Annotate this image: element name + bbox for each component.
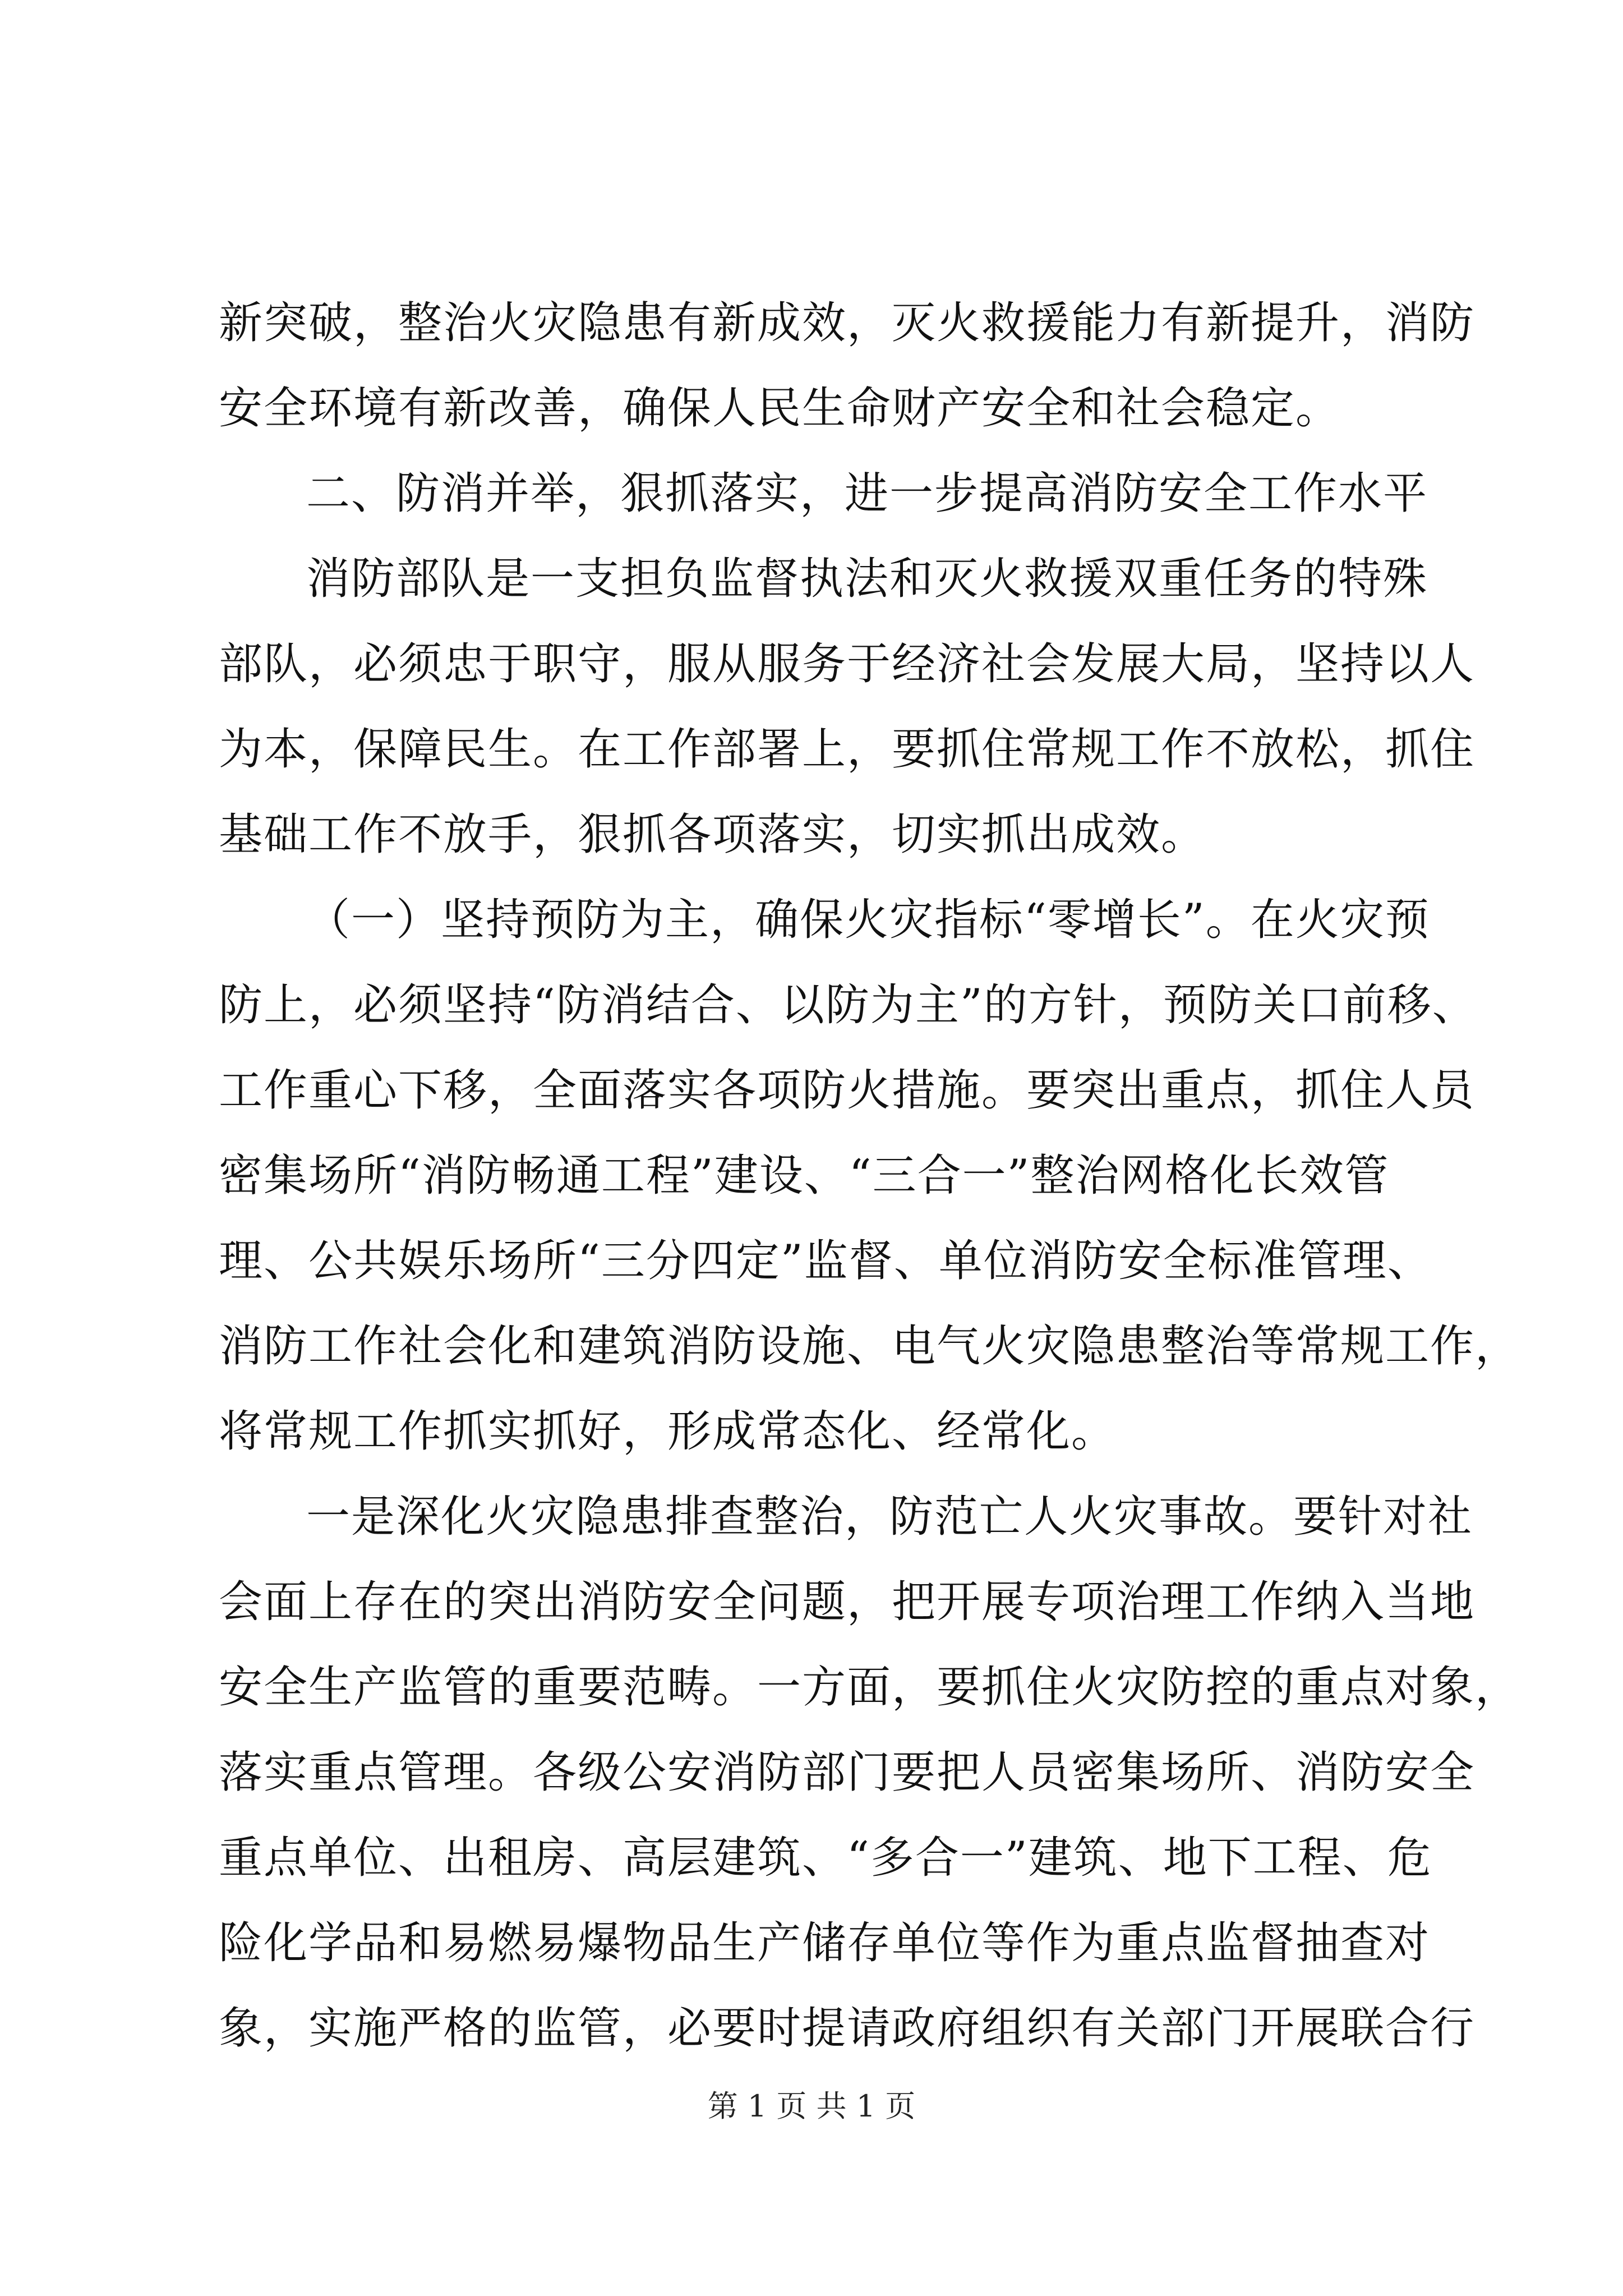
text-line: 将常规工作抓实抓好，形成常态化、经常化。 — [219, 1406, 1117, 1457]
text-line: 消防工作社会化和建筑消防设施、电气火灾隐患整治等常规工作， — [219, 1321, 1520, 1372]
text-line: 落实重点管理。各级公安消防部门要把人员密集场所、消防安全 — [219, 1747, 1476, 1798]
text-line: 部队，必须忠于职守，服从服务于经济社会发展大局，坚持以人 — [219, 639, 1476, 689]
text-line: 理、公共娱乐场所“三分四定”监督、单位消防安全标准管理、 — [219, 1236, 1432, 1286]
text-line: 安全生产监管的重要范畴。一方面，要抓住火灾防控的重点对象， — [219, 1662, 1520, 1713]
text-line: 象，实施严格的监管，必要时提请政府组织有关部门开展联合行 — [219, 2003, 1476, 2054]
text-line: 防上，必须坚持“防消结合、以防为主”的方针，预防关口前移、 — [219, 980, 1477, 1030]
subsection-heading: （一）坚持预防为主，确保火灾指标“零增长”。在火灾预 — [306, 895, 1430, 945]
text-line: 重点单位、出租房、高层建筑、“多合一”建筑、地下工程、危 — [219, 1833, 1432, 1883]
text-line: 新突破，整治火灾隐患有新成效，灭火救援能力有新提升，消防 — [219, 298, 1476, 348]
text-line: 会面上存在的突出消防安全问题，把开展专项治理工作纳入当地 — [219, 1577, 1476, 1627]
text-line: 消防部队是一支担负监督执法和灭火救援双重任务的特殊 — [306, 554, 1428, 604]
text-line: 安全环境有新改善，确保人民生命财产安全和社会稳定。 — [219, 383, 1341, 434]
text-line: 基础工作不放手，狠抓各项落实，切实抓出成效。 — [219, 809, 1206, 860]
text-line: 一是深化火灾隐患排查整治，防范亡人火灾事故。要针对社 — [306, 1492, 1473, 1542]
section-heading: 二、防消并举，狠抓落实，进一步提高消防安全工作水平 — [306, 468, 1428, 519]
document-body — [219, 280, 1520, 2071]
text-line: 险化学品和易燃易爆物品生产储存单位等作为重点监督抽查对 — [219, 1918, 1431, 1968]
text-line: 为本，保障民生。在工作部署上，要抓住常规工作不放松，抓住 — [219, 724, 1476, 775]
text-line: 工作重心下移，全面落实各项防火措施。要突出重点，抓住人员 — [219, 1065, 1476, 1116]
text-line: 密集场所“消防畅通工程”建设、“三合一”整治网格化长效管 — [219, 1151, 1390, 1201]
page-number-footer: 第 1 页 共 1 页 — [707, 2088, 916, 2124]
